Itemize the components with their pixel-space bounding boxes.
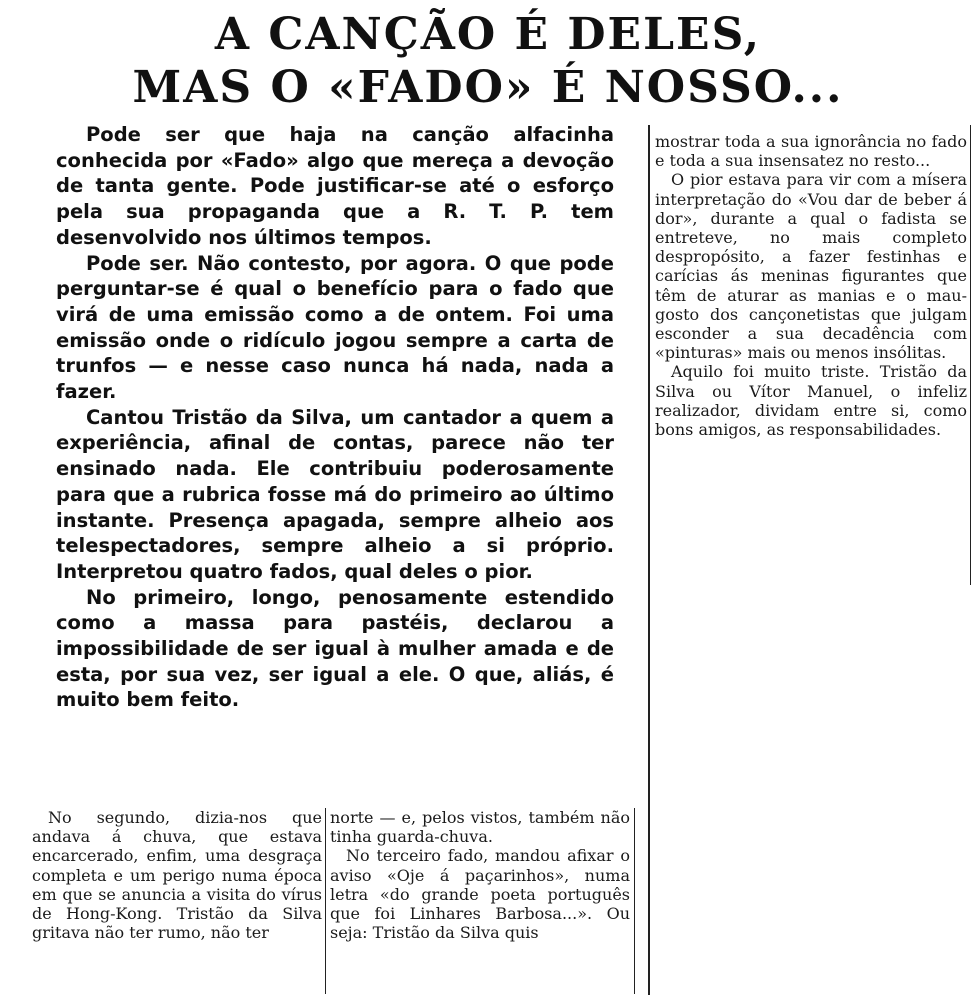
body-paragraph: Aquilo foi muito triste. Tristão da Silva ou Vítor Manuel, o infeliz realizador, dividam entre si, como bons amigos, as responsabilidades. (655, 362, 967, 440)
lead-paragraph: Cantou Tristão da Silva, um cantador a quem a experiência, afinal de contas, parece não ter ensinado nada. Ele contribuiu poderosamente para que a rubrica fosse má do primeiro ao último instante. Presença apagada, sempre alheio aos telespectadores, sempre alheio a si próprio. Interpretou quatro fados, qual deles o pior. (56, 405, 614, 583)
body-paragraph: mostrar toda a sua ignorância no fado e toda a sua insensatez no resto... (655, 132, 967, 171)
column-divider (970, 125, 971, 585)
lead-paragraph: No primeiro, longo, penosamente estendido como a massa para pastéis, declarou a impossibilidade de ser igual à mulher amada e de esta, por sua vez, ser igual a ele. O que, aliás, é muito bem feito. (56, 585, 614, 712)
bottom-column-1 (32, 808, 322, 942)
column-divider (648, 125, 650, 995)
body-paragraph: No terceiro fado, mandou afixar o aviso «Oje á paçarinhos», numa letra «do grande poeta português que foi Linhares Barbosa...». Ou seja: Tristão da Silva quis (330, 846, 630, 943)
headline-line-2: MAS O «FADO» É NOSSO... (132, 62, 844, 113)
lead-text (56, 122, 614, 713)
body-paragraph: O pior estava para vir com a mísera interpretação do «Vou dar de beber á dor», durante a qual o fadista se entreteve, no mais completo despropósito, a fazer festinhas e carícias ás meninas figurantes que têm de aturar as manias e o mau-gosto dos cançonetistas que julgam esconder a sua decadência com «pinturas» mais ou menos insólitas. (655, 170, 967, 363)
body-paragraph: norte — e, pelos vistos, também não tinha guarda-chuva. (330, 808, 630, 847)
right-column (655, 132, 967, 439)
headline-line-1: A CANÇÃO É DELES, (214, 9, 762, 60)
bottom-column-2 (330, 808, 630, 942)
lead-paragraph: Pode ser. Não contesto, por agora. O que pode perguntar-se é qual o benefício para o fado que virá de uma emissão como a de ontem. Foi uma emissão onde o ridículo jogou sempre a carta de trunfos — e nesse caso nunca há nada, nada a fazer. (56, 251, 614, 404)
headline (0, 8, 976, 114)
column-divider (325, 808, 326, 994)
lead-paragraph: Pode ser que haja na canção alfacinha conhecida por «Fado» algo que mereça a devoção de tanta gente. Pode justificar-se até o esforço pela sua propaganda que a R. T. P. tem desenvolvido nos últimos tempos. (56, 123, 614, 249)
column-divider (634, 808, 635, 994)
body-paragraph: No segundo, dizia-nos que andava á chuva, que estava encarcerado, enfim, uma desgraça completa e um perigo numa época em que se anuncia a visita do vírus de Hong-Kong. Tristão da Silva gritava não ter rumo, não ter (32, 808, 322, 943)
